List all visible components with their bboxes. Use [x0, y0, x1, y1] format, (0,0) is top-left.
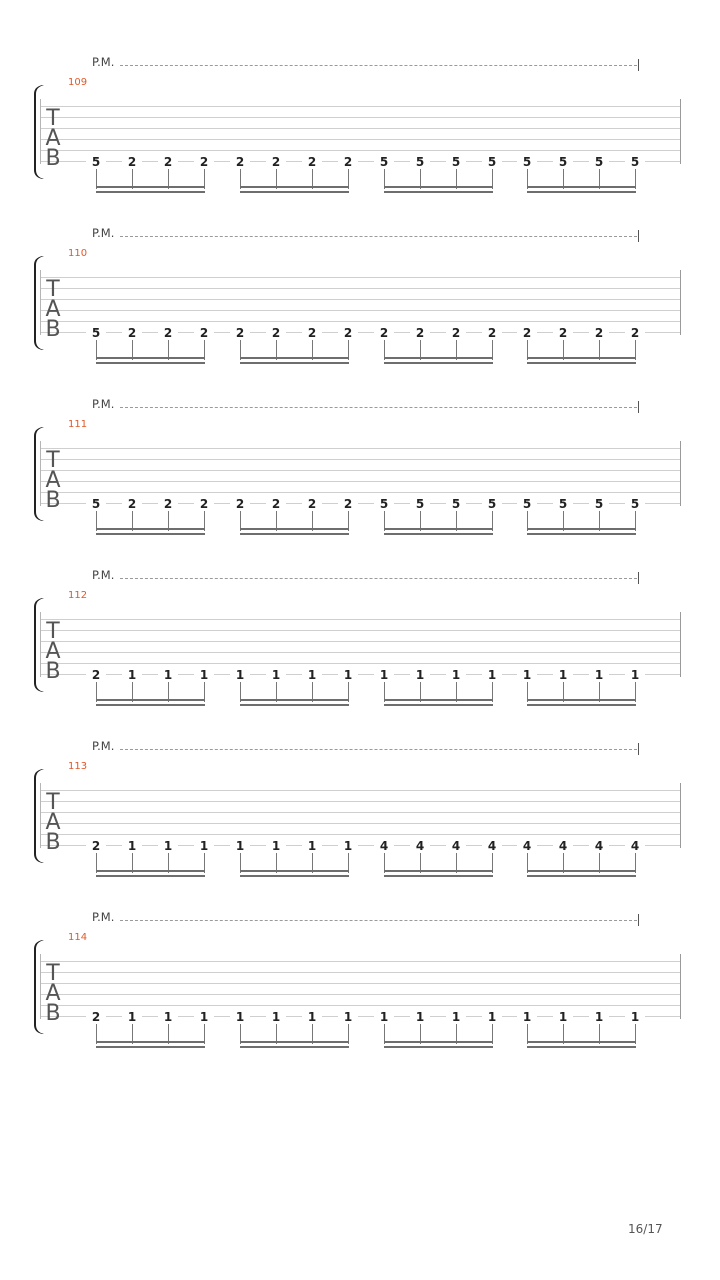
sixteenth-beam: [240, 1041, 349, 1043]
fret-number: 5: [553, 497, 573, 511]
palm-mute-end: [638, 230, 639, 242]
fret-number: 1: [589, 668, 609, 682]
fret-number: 5: [482, 497, 502, 511]
fret-number: 5: [410, 497, 430, 511]
fret-number: 2: [374, 326, 394, 340]
barline: [680, 441, 681, 506]
palm-mute-label: P.M.: [92, 910, 115, 924]
tab-clef-letter: A: [45, 297, 61, 322]
fret-number: 2: [482, 326, 502, 340]
fret-number: 2: [158, 497, 178, 511]
sixteenth-beam: [384, 191, 493, 193]
sixteenth-beam: [527, 1041, 636, 1043]
staff-start-bar: [40, 99, 41, 164]
staff-line: [40, 801, 681, 802]
sixteenth-beam: [240, 357, 349, 359]
staff-start-bar: [40, 441, 41, 506]
barline: [680, 270, 681, 335]
fret-number: 4: [625, 839, 645, 853]
sixteenth-beam: [527, 875, 636, 877]
measure-number: 111: [68, 419, 88, 430]
fret-number: 1: [625, 1010, 645, 1024]
fret-number: 2: [266, 155, 286, 169]
tab-clef-letter: A: [45, 810, 61, 835]
tab-system: [0, 55, 720, 226]
fret-number: 4: [589, 839, 609, 853]
palm-mute-end: [638, 59, 639, 71]
staff-line: [40, 790, 681, 791]
fret-number: 1: [302, 1010, 322, 1024]
staff-line: [40, 470, 681, 471]
fret-number: 1: [230, 668, 250, 682]
barline: [680, 783, 681, 848]
fret-number: 2: [230, 155, 250, 169]
fret-number: 5: [517, 497, 537, 511]
staff-line: [40, 117, 681, 118]
staff-line: [40, 128, 681, 129]
palm-mute-label: P.M.: [92, 55, 115, 69]
sixteenth-beam: [384, 362, 493, 364]
staff-line: [40, 994, 681, 995]
fret-number: 1: [553, 668, 573, 682]
tab-system: [0, 739, 720, 910]
palm-mute-label: P.M.: [92, 739, 115, 753]
sixteenth-beam: [96, 362, 205, 364]
palm-mute-label: P.M.: [92, 226, 115, 240]
sixteenth-beam: [96, 870, 205, 872]
fret-number: 1: [410, 1010, 430, 1024]
fret-number: 1: [517, 668, 537, 682]
sixteenth-beam: [240, 191, 349, 193]
fret-number: 5: [86, 155, 106, 169]
fret-number: 2: [446, 326, 466, 340]
tab-clef-letter: T: [46, 448, 60, 473]
fret-number: 2: [625, 326, 645, 340]
staff-line: [40, 481, 681, 482]
tab-system: [0, 910, 720, 1081]
page-number: 16/17: [628, 1222, 663, 1236]
sixteenth-beam: [384, 1046, 493, 1048]
staff-start-bar: [40, 270, 41, 335]
fret-number: 1: [517, 1010, 537, 1024]
staff-line: [40, 106, 681, 107]
palm-mute-label: P.M.: [92, 397, 115, 411]
fret-number: 1: [482, 1010, 502, 1024]
tab-clef-letter: A: [45, 981, 61, 1006]
fret-number: 5: [374, 155, 394, 169]
sixteenth-beam: [96, 191, 205, 193]
sixteenth-beam: [527, 699, 636, 701]
staff-line: [40, 834, 681, 835]
staff-start-bar: [40, 612, 41, 677]
fret-number: 1: [625, 668, 645, 682]
staff-line: [40, 652, 681, 653]
staff-line: [40, 321, 681, 322]
fret-number: 2: [194, 326, 214, 340]
fret-number: 1: [158, 839, 178, 853]
fret-number: 2: [122, 326, 142, 340]
sixteenth-beam: [240, 362, 349, 364]
sixteenth-beam: [96, 186, 205, 188]
measure-number: 110: [68, 248, 88, 259]
staff-line: [40, 492, 681, 493]
fret-number: 1: [446, 668, 466, 682]
fret-number: 1: [266, 1010, 286, 1024]
fret-number: 1: [194, 1010, 214, 1024]
tab-clef-letter: B: [45, 317, 61, 342]
fret-number: 2: [194, 155, 214, 169]
sixteenth-beam: [96, 704, 205, 706]
staff-line: [40, 299, 681, 300]
sixteenth-beam: [240, 1046, 349, 1048]
palm-mute-line: [120, 749, 637, 750]
staff-line: [40, 972, 681, 973]
measure-number: 109: [68, 77, 88, 88]
fret-number: 2: [338, 155, 358, 169]
fret-number: 1: [338, 1010, 358, 1024]
fret-number: 1: [230, 1010, 250, 1024]
fret-number: 2: [302, 326, 322, 340]
tab-clef-letter: B: [45, 488, 61, 513]
sixteenth-beam: [384, 528, 493, 530]
barline: [680, 954, 681, 1019]
fret-number: 1: [374, 668, 394, 682]
fret-number: 5: [410, 155, 430, 169]
fret-number: 2: [158, 326, 178, 340]
fret-number: 5: [517, 155, 537, 169]
palm-mute-end: [638, 914, 639, 926]
fret-number: 2: [266, 497, 286, 511]
sixteenth-beam: [384, 875, 493, 877]
fret-number: 1: [194, 839, 214, 853]
sixteenth-beam: [527, 362, 636, 364]
fret-number: 4: [553, 839, 573, 853]
sixteenth-beam: [527, 186, 636, 188]
measure-number: 114: [68, 932, 88, 943]
staff-line: [40, 1005, 681, 1006]
sixteenth-beam: [527, 1046, 636, 1048]
sixteenth-beam: [240, 704, 349, 706]
sixteenth-beam: [96, 528, 205, 530]
tab-clef-letter: T: [46, 790, 60, 815]
fret-number: 5: [625, 497, 645, 511]
fret-number: 2: [553, 326, 573, 340]
fret-number: 2: [86, 668, 106, 682]
palm-mute-line: [120, 236, 637, 237]
sixteenth-beam: [384, 870, 493, 872]
fret-number: 2: [302, 497, 322, 511]
fret-number: 1: [302, 668, 322, 682]
sixteenth-beam: [240, 533, 349, 535]
sixteenth-beam: [96, 1041, 205, 1043]
sixteenth-beam: [240, 870, 349, 872]
fret-number: 1: [266, 668, 286, 682]
fret-number: 2: [122, 155, 142, 169]
tab-clef-letter: A: [45, 639, 61, 664]
sixteenth-beam: [96, 699, 205, 701]
fret-number: 4: [446, 839, 466, 853]
tab-clef-letter: B: [45, 659, 61, 684]
palm-mute-end: [638, 401, 639, 413]
fret-number: 4: [410, 839, 430, 853]
fret-number: 2: [517, 326, 537, 340]
staff-line: [40, 619, 681, 620]
tab-system: [0, 226, 720, 397]
staff-line: [40, 961, 681, 962]
sixteenth-beam: [384, 699, 493, 701]
fret-number: 2: [266, 326, 286, 340]
fret-number: 5: [446, 155, 466, 169]
staff-start-bar: [40, 783, 41, 848]
sixteenth-beam: [527, 357, 636, 359]
fret-number: 1: [230, 839, 250, 853]
sixteenth-beam: [384, 186, 493, 188]
sixteenth-beam: [384, 533, 493, 535]
fret-number: 5: [625, 155, 645, 169]
tab-clef-letter: T: [46, 961, 60, 986]
staff-line: [40, 150, 681, 151]
fret-number: 5: [553, 155, 573, 169]
fret-number: 5: [86, 326, 106, 340]
measure-number: 113: [68, 761, 88, 772]
staff-line: [40, 459, 681, 460]
tab-clef-letter: B: [45, 1001, 61, 1026]
barline: [680, 99, 681, 164]
staff-line: [40, 288, 681, 289]
tab-clef-letter: T: [46, 277, 60, 302]
fret-number: 1: [122, 839, 142, 853]
fret-number: 1: [338, 668, 358, 682]
tab-system: [0, 568, 720, 739]
staff-line: [40, 277, 681, 278]
tab-clef-letter: A: [45, 126, 61, 151]
fret-number: 2: [86, 839, 106, 853]
palm-mute-end: [638, 743, 639, 755]
fret-number: 1: [374, 1010, 394, 1024]
fret-number: 2: [302, 155, 322, 169]
fret-number: 2: [410, 326, 430, 340]
sixteenth-beam: [240, 528, 349, 530]
palm-mute-end: [638, 572, 639, 584]
fret-number: 1: [122, 1010, 142, 1024]
fret-number: 2: [122, 497, 142, 511]
fret-number: 1: [553, 1010, 573, 1024]
fret-number: 5: [446, 497, 466, 511]
fret-number: 1: [446, 1010, 466, 1024]
tab-clef-letter: B: [45, 146, 61, 171]
staff-line: [40, 641, 681, 642]
sixteenth-beam: [384, 704, 493, 706]
fret-number: 4: [482, 839, 502, 853]
staff-line: [40, 663, 681, 664]
fret-number: 5: [482, 155, 502, 169]
palm-mute-line: [120, 578, 637, 579]
tab-clef-letter: T: [46, 619, 60, 644]
fret-number: 5: [374, 497, 394, 511]
fret-number: 5: [589, 155, 609, 169]
palm-mute-line: [120, 65, 637, 66]
sixteenth-beam: [527, 528, 636, 530]
fret-number: 1: [589, 1010, 609, 1024]
staff-line: [40, 139, 681, 140]
fret-number: 2: [338, 326, 358, 340]
staff-line: [40, 310, 681, 311]
fret-number: 2: [158, 155, 178, 169]
fret-number: 4: [517, 839, 537, 853]
staff-line: [40, 823, 681, 824]
sixteenth-beam: [527, 870, 636, 872]
fret-number: 4: [374, 839, 394, 853]
sixteenth-beam: [96, 1046, 205, 1048]
measure-number: 112: [68, 590, 88, 601]
sixteenth-beam: [527, 533, 636, 535]
sixteenth-beam: [240, 875, 349, 877]
staff-start-bar: [40, 954, 41, 1019]
sixteenth-beam: [527, 704, 636, 706]
staff-line: [40, 630, 681, 631]
tab-clef-letter: B: [45, 830, 61, 855]
fret-number: 1: [302, 839, 322, 853]
tab-clef-letter: T: [46, 106, 60, 131]
sixteenth-beam: [384, 1041, 493, 1043]
fret-number: 2: [86, 1010, 106, 1024]
fret-number: 5: [86, 497, 106, 511]
tab-clef-letter: A: [45, 468, 61, 493]
fret-number: 1: [266, 839, 286, 853]
fret-number: 2: [194, 497, 214, 511]
fret-number: 1: [338, 839, 358, 853]
palm-mute-label: P.M.: [92, 568, 115, 582]
palm-mute-line: [120, 407, 637, 408]
fret-number: 1: [158, 668, 178, 682]
staff-line: [40, 448, 681, 449]
sixteenth-beam: [96, 875, 205, 877]
sixteenth-beam: [240, 186, 349, 188]
sixteenth-beam: [96, 357, 205, 359]
fret-number: 1: [410, 668, 430, 682]
sixteenth-beam: [96, 533, 205, 535]
fret-number: 1: [194, 668, 214, 682]
fret-number: 2: [230, 497, 250, 511]
sixteenth-beam: [240, 699, 349, 701]
fret-number: 1: [122, 668, 142, 682]
palm-mute-line: [120, 920, 637, 921]
fret-number: 2: [589, 326, 609, 340]
fret-number: 2: [230, 326, 250, 340]
sixteenth-beam: [384, 357, 493, 359]
fret-number: 1: [482, 668, 502, 682]
fret-number: 1: [158, 1010, 178, 1024]
barline: [680, 612, 681, 677]
fret-number: 5: [589, 497, 609, 511]
staff-line: [40, 812, 681, 813]
tab-system: [0, 397, 720, 568]
staff-line: [40, 983, 681, 984]
sixteenth-beam: [527, 191, 636, 193]
fret-number: 2: [338, 497, 358, 511]
